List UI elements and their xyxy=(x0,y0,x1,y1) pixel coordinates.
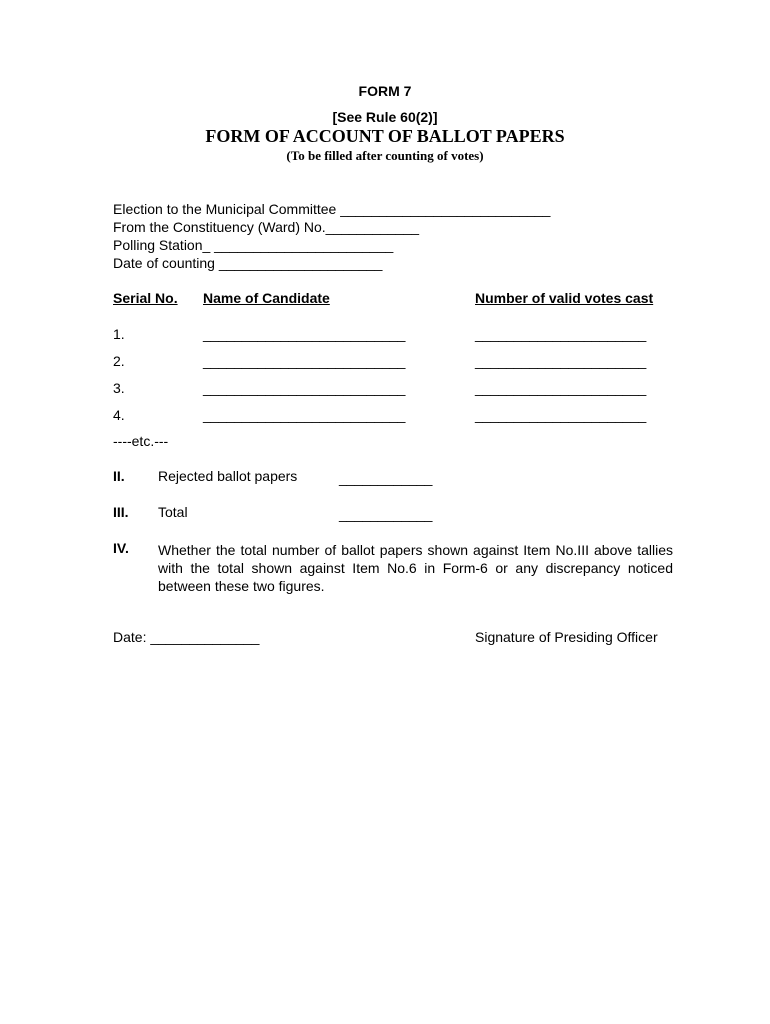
votes-blank[interactable]: ______________________ xyxy=(475,380,647,396)
candidate-name-blank[interactable]: __________________________ xyxy=(203,353,406,369)
item-iv-text: Whether the total number of ballot papers shown against Item No.III above tallies with the total shown against Item No.6 in Form-6 or any discrepancy noticed between these two figures. xyxy=(158,542,673,594)
rule-reference: [See Rule 60(2)] xyxy=(332,109,438,125)
form-title: FORM OF ACCOUNT OF BALLOT PAPERS xyxy=(205,126,565,146)
signature-label: Signature of Presiding Officer xyxy=(475,629,658,645)
item-ii-number: II. xyxy=(113,468,125,484)
constituency-field[interactable]: From the Constituency (Ward) No.____________ xyxy=(113,219,420,235)
date-of-counting-field[interactable]: Date of counting _____________________ xyxy=(113,255,383,271)
candidate-name-blank[interactable]: __________________________ xyxy=(203,380,406,396)
votes-blank[interactable]: ______________________ xyxy=(475,326,647,342)
votes-blank[interactable]: ______________________ xyxy=(475,353,647,369)
table-row-serial: 4. xyxy=(113,407,125,423)
total-label: Total xyxy=(158,504,188,520)
table-row-serial: 2. xyxy=(113,353,125,369)
form-number: FORM 7 xyxy=(358,83,412,99)
table-row-serial: 3. xyxy=(113,380,125,396)
candidate-name-blank[interactable]: __________________________ xyxy=(203,326,406,342)
serial-no-header: Serial No. xyxy=(113,290,178,306)
rejected-ballot-blank[interactable]: ____________ xyxy=(339,470,433,486)
etc-marker: ----etc.--- xyxy=(113,433,169,449)
rejected-ballot-label: Rejected ballot papers xyxy=(158,468,298,484)
polling-station-field[interactable]: Polling Station_ _______________________ xyxy=(113,237,394,253)
item-iii-number: III. xyxy=(113,504,129,520)
candidate-name-header: Name of Candidate xyxy=(203,290,330,306)
candidate-name-blank[interactable]: __________________________ xyxy=(203,407,406,423)
valid-votes-header: Number of valid votes cast xyxy=(475,290,654,306)
votes-blank[interactable]: ______________________ xyxy=(475,407,647,423)
item-iv-number: IV. xyxy=(113,540,129,556)
table-row-serial: 1. xyxy=(113,326,125,342)
election-field[interactable]: Election to the Municipal Committee ___________________________ xyxy=(113,201,551,217)
date-field[interactable]: Date: ______________ xyxy=(113,629,260,645)
total-blank[interactable]: ____________ xyxy=(339,506,433,522)
form-subtitle: (To be filled after counting of votes) xyxy=(286,148,484,163)
